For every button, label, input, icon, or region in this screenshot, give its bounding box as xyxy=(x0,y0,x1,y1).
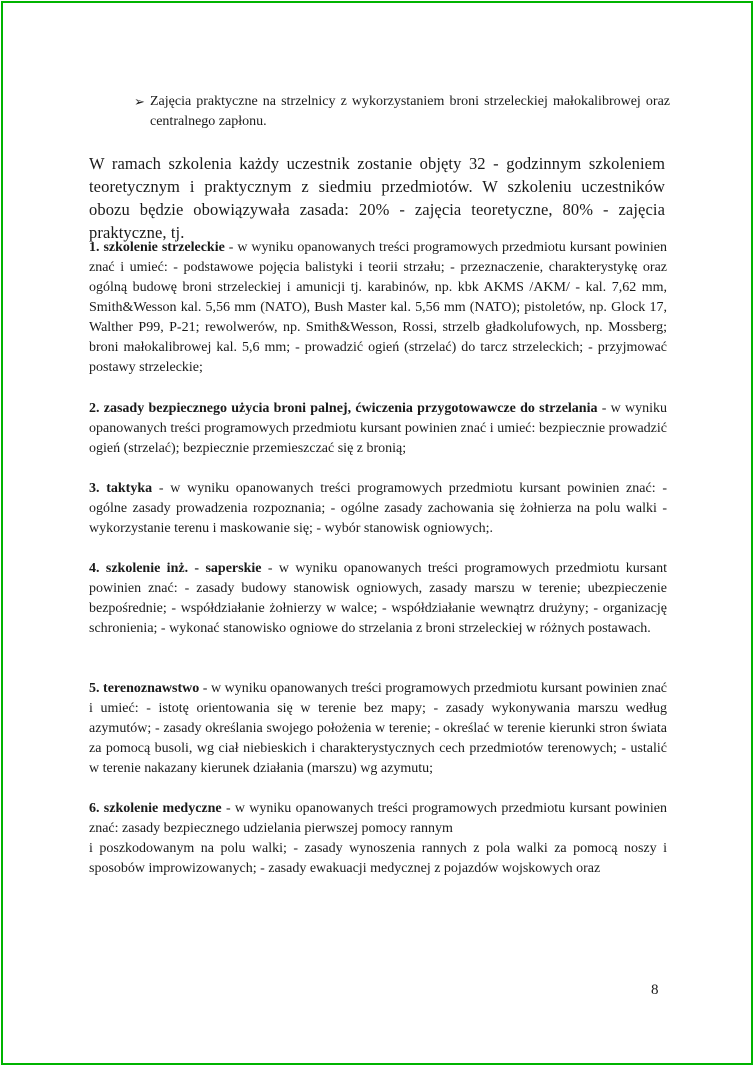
section-3 xyxy=(89,479,667,539)
section-body: - w wyniku opanowanych treści programowych przedmiotu kursant powinien znać: - ogólne zasady prowadzenia rozpoznania; - ogólne zasady zachowania się żołnierza na polu walki - wykorzystanie terenu i maskowanie się; - wybór stanowisk ogniowych;. xyxy=(89,481,667,536)
section-body: - w wyniku opanowanych treści programowych przedmiotu kursant powinien znać i umieć: - podstawowe pojęcia balistyki i teorii strzału; - przeznaczenie, charakterystykę oraz ogólną budowę broni strzeleckiej i amunicji tj. karabinów, np. kbk AKMS /AKM/ - kal. 7,62 mm, Smith&Wesson kal. 5,56 mm (NATO), Bush Master kal. 5,56 mm (NATO); pistoletów, np. Glock 17, Walther P99, P-21; rewolwerów, np. Smith&Wesson, Rossi, strzelb gładkolufowych, np. Mossberg; broni małokalibrowej kal. 5,6 mm; - prowadzić ogień (strzelać) do tarcz strzeleckich; - przyjmować postawy strzeleckie; xyxy=(89,240,667,375)
bullet-list-item xyxy=(134,92,670,132)
section-title: 4. szkolenie inż. - saperskie xyxy=(89,561,262,576)
section-body: - w wyniku opanowanych treści programowych przedmiotu kursant powinien znać: - zasady budowy stanowisk ogniowych, zasady marszu w terenie; ubezpieczenie bezpośrednie; - współdziałanie żołnierzy w walce; - współdziałanie wewnątrz drużyny; - organizację schronienia; - wykonać stanowisko ogniowe do strzelania z broni strzeleckiej w różnych postawach. xyxy=(89,561,667,636)
section-6 xyxy=(89,799,667,879)
section-body: - w wyniku opanowanych treści programowych przedmiotu kursant powinien znać i umieć: - istotę orientowania się w terenie bez mapy; - zasady wykonywania marszu według azymutów; - zasady określania swojego położenia w terenie; - określać w terenie kierunki stron świata za pomocą busoli, wg ciał niebieskich i charakterystycznych cech przedmiotów terenowych; - ustalić w terenie nakazany kierunek działania (marszu) wg azymutu; xyxy=(89,681,667,776)
section-1 xyxy=(89,238,667,378)
section-title: 6. szkolenie medyczne xyxy=(89,801,222,816)
section-body: - w wyniku opanowanych treści programowych przedmiotu kursant powinien znać i umieć: bezpiecznie prowadzić ogień (strzelać); bezpiecznie przemieszczać się z bronią; xyxy=(89,401,667,456)
section-title: 3. taktyka xyxy=(89,481,153,496)
bullet-text: Zajęcia praktyczne na strzelnicy z wykorzystaniem broni strzeleckiej małokalibrowej oraz centralnego zapłonu. xyxy=(150,94,670,129)
intro-paragraph: W ramach szkolenia każdy uczestnik zostanie objęty 32 - godzinnym szkoleniem teoretycznym i praktycznym z siedmiu przedmiotów. W szkoleniu uczestników obozu będzie obowiązywała zasada: 20% - zajęcia teoretyczne, 80% - zajęcia praktyczne, tj. xyxy=(89,154,665,242)
section-5 xyxy=(89,679,667,779)
section-2 xyxy=(89,399,667,459)
section-title: 5. terenoznawstwo xyxy=(89,681,200,696)
section-continuation: i poszkodowanym na polu walki; - zasady wynoszenia rannych z pola walki za pomocą noszy i sposobów improwizowanych; - zasady ewakuacji medycznej z pojazdów wojskowych oraz xyxy=(89,841,667,876)
section-body: - w wyniku opanowanych treści programowych przedmiotu kursant powinien znać: zasady bezpiecznego udzielania pierwszej pomocy rannym xyxy=(89,801,668,836)
section-title: 2. zasady bezpiecznego użycia broni palnej, ćwiczenia przygotowawcze do strzelania xyxy=(89,401,598,416)
arrow-bullet-icon: ➢ xyxy=(134,94,145,109)
page-number: 8 xyxy=(651,982,659,998)
section-title: 1. szkolenie strzeleckie xyxy=(89,240,225,255)
section-4 xyxy=(89,559,667,639)
